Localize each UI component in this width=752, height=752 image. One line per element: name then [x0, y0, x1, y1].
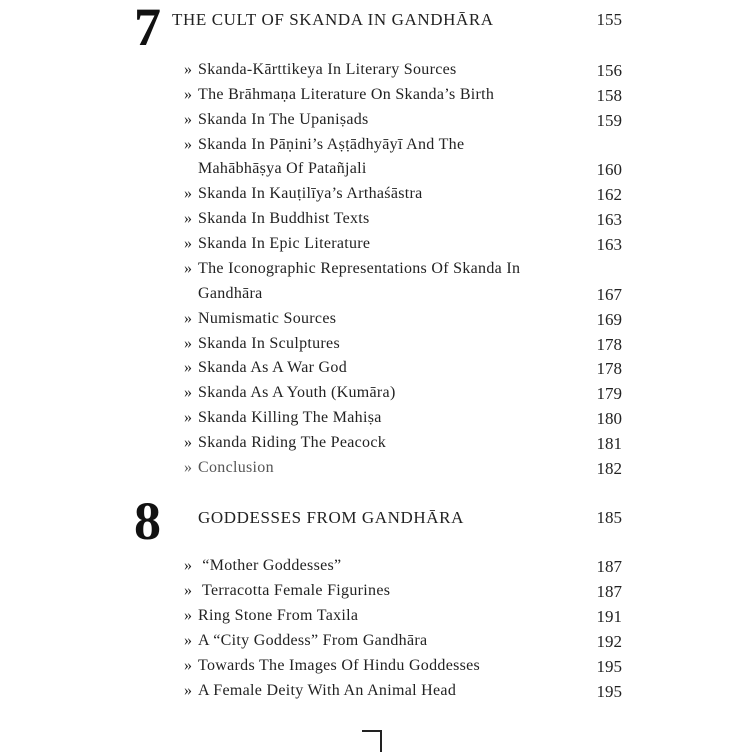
- bullet-glyph: »: [184, 409, 193, 426]
- entry-text: Numismatic Sources: [198, 310, 337, 327]
- entry-page: 163: [596, 235, 622, 254]
- toc-entry[interactable]: [184, 310, 336, 328]
- entry-text: The Brāhmaṇa Literature On Skanda’s Birth: [198, 86, 495, 103]
- entry-text: Skanda In Pāṇini’s Aṣṭādhyāyī And The: [198, 136, 465, 153]
- entry-page: 162: [596, 185, 622, 204]
- chapter-8-page: 185: [596, 508, 622, 527]
- toc-entry[interactable]: [184, 210, 370, 228]
- entry-page: 163: [596, 210, 622, 229]
- chapter-7-page: 155: [596, 10, 622, 29]
- entry-text: “Mother Goddesses”: [198, 557, 342, 574]
- bullet-glyph: »: [184, 260, 193, 277]
- toc-entry[interactable]: [184, 657, 480, 675]
- toc-entry[interactable]: [184, 682, 456, 700]
- entry-text: Skanda Killing The Mahiṣa: [198, 409, 382, 426]
- entry-page: 195: [596, 682, 622, 701]
- entry-text: Ring Stone From Taxila: [198, 607, 359, 624]
- entry-page: 181: [596, 434, 622, 453]
- toc-entry[interactable]: [184, 111, 369, 129]
- entry-text: The Iconographic Representations Of Skanda In: [198, 260, 521, 277]
- toc-entry-continuation[interactable]: Gandhāra: [198, 285, 263, 302]
- bullet-glyph: »: [184, 632, 193, 649]
- bullet-glyph: »: [184, 359, 193, 376]
- bullet-glyph: »: [184, 61, 193, 78]
- entry-page: 178: [596, 359, 622, 378]
- entry-page: 179: [596, 384, 622, 403]
- entry-text: A Female Deity With An Animal Head: [198, 682, 457, 699]
- bullet-glyph: »: [184, 682, 193, 699]
- entry-text: Skanda In The Upaniṣads: [198, 111, 369, 128]
- bullet-glyph: »: [184, 185, 193, 202]
- bullet-glyph: »: [184, 136, 193, 153]
- entry-page: 187: [596, 557, 622, 576]
- toc-entry[interactable]: [184, 235, 370, 253]
- entry-page: 158: [596, 86, 622, 105]
- toc-entry[interactable]: [184, 557, 341, 575]
- entry-page: 159: [596, 111, 622, 130]
- entry-text: Skanda As A Youth (Kumāra): [198, 384, 396, 401]
- toc-entry[interactable]: [184, 185, 423, 203]
- chapter-8-title: GODDESSES FROM GANDHĀRA: [198, 508, 465, 527]
- bullet-glyph: »: [184, 384, 193, 401]
- bullet-glyph: »: [184, 310, 193, 327]
- entry-text: Skanda Riding The Peacock: [198, 434, 387, 451]
- toc-entry-continuation[interactable]: Mahābhāṣya Of Patañjali: [198, 160, 367, 177]
- toc-entry[interactable]: [184, 359, 347, 377]
- entry-text: Skanda In Epic Literature: [198, 235, 371, 252]
- toc-entry[interactable]: [184, 434, 386, 452]
- toc-entry[interactable]: [184, 409, 382, 427]
- entry-text: Conclusion: [198, 459, 274, 476]
- corner-crop-mark: [362, 730, 382, 752]
- toc-entry[interactable]: [184, 61, 457, 79]
- entry-page: 195: [596, 657, 622, 676]
- bullet-glyph: »: [184, 582, 193, 599]
- chapter-7-number: 7: [134, 0, 161, 57]
- toc-entry[interactable]: [184, 136, 464, 154]
- bullet-glyph: »: [184, 557, 193, 574]
- bullet-glyph: »: [184, 434, 193, 451]
- bullet-glyph: »: [184, 111, 193, 128]
- entry-page: 169: [596, 310, 622, 329]
- toc-entry[interactable]: [184, 86, 494, 104]
- toc-entry[interactable]: [184, 384, 396, 402]
- entry-text: Skanda In Sculptures: [198, 335, 340, 352]
- entry-text: Skanda-Kārttikeya In Literary Sources: [198, 61, 457, 78]
- entry-page: 192: [596, 632, 622, 651]
- entry-page: 187: [596, 582, 622, 601]
- toc-entry[interactable]: [184, 335, 340, 353]
- bullet-glyph: »: [184, 86, 193, 103]
- entry-page: 160: [596, 160, 622, 179]
- entry-page: 178: [596, 335, 622, 354]
- entry-page: 180: [596, 409, 622, 428]
- entry-page: 167: [596, 285, 622, 304]
- chapter-7-title: THE CULT OF SKANDA IN GANDHĀRA: [172, 10, 494, 29]
- entry-text: Skanda As A War God: [198, 359, 348, 376]
- toc-entry[interactable]: [184, 582, 390, 600]
- bullet-glyph: »: [184, 459, 193, 476]
- entry-text: Terracotta Female Figurines: [198, 582, 391, 599]
- toc-entry[interactable]: [184, 260, 520, 278]
- chapter-8-number: 8: [134, 491, 161, 551]
- toc-entry[interactable]: [184, 607, 358, 625]
- entry-text: Skanda In Kauṭilīya’s Arthaśāstra: [198, 185, 423, 202]
- entry-text: A “City Goddess” From Gandhāra: [198, 632, 428, 649]
- bullet-glyph: »: [184, 235, 193, 252]
- bullet-glyph: »: [184, 607, 193, 624]
- bullet-glyph: »: [184, 335, 193, 352]
- toc-entry[interactable]: [184, 459, 274, 477]
- entry-text: Skanda In Buddhist Texts: [198, 210, 370, 227]
- entry-text: Towards The Images Of Hindu Goddesses: [198, 657, 481, 674]
- bullet-glyph: »: [184, 210, 193, 227]
- toc-entry[interactable]: [184, 632, 427, 650]
- entry-page: 191: [596, 607, 622, 626]
- entry-page: 182: [596, 459, 622, 478]
- bullet-glyph: »: [184, 657, 193, 674]
- entry-page: 156: [596, 61, 622, 80]
